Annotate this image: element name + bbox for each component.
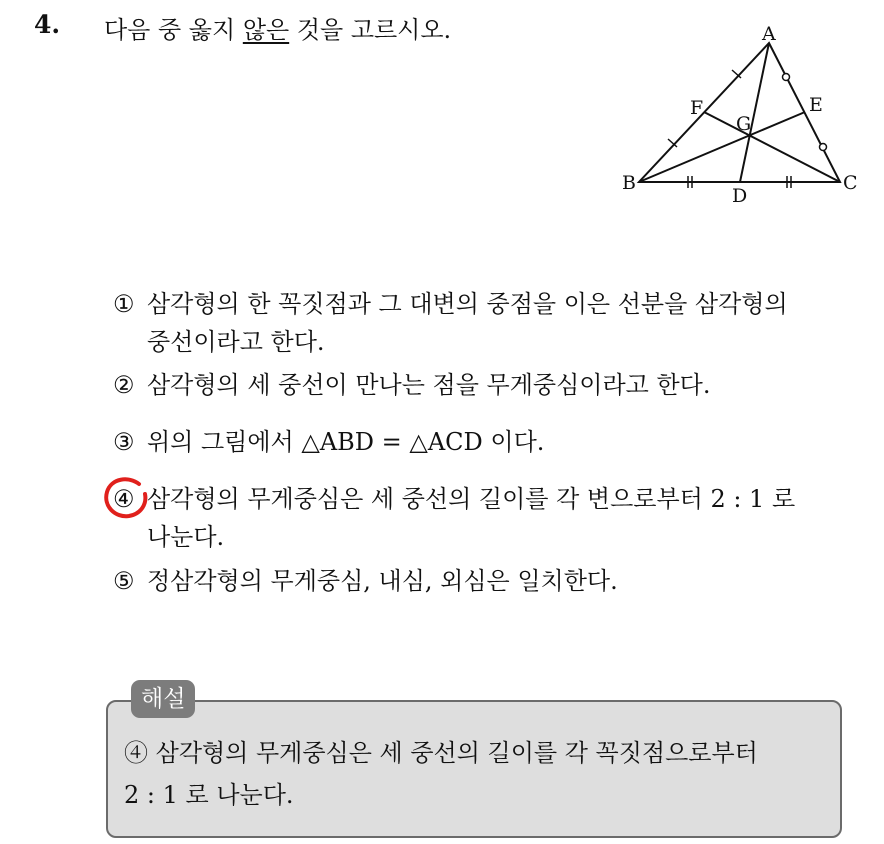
answer-circle-mark — [101, 472, 153, 524]
label-g: G — [736, 113, 752, 135]
explanation-tab: 해설 — [131, 680, 195, 718]
median-be — [639, 112, 805, 182]
explanation-line: 2 : 1 로 나눈다. — [124, 781, 294, 809]
choice-line: 위의 그림에서 △ABD = △ACD 이다. — [147, 428, 545, 456]
choice-1[interactable] — [113, 285, 788, 361]
prompt-after: 것을 고르시오. — [289, 16, 452, 44]
label-e: E — [809, 94, 823, 116]
choice-5[interactable] — [113, 562, 618, 600]
label-a: A — [762, 23, 776, 45]
choice-line: 중선이라고 한다. — [147, 328, 325, 356]
question-prompt — [104, 10, 451, 45]
choice-marker: ④ — [113, 485, 135, 513]
choice-line: 삼각형의 세 중선이 만나는 점을 무게중심이라고 한다. — [147, 371, 711, 399]
label-b: B — [622, 172, 636, 194]
choice-marker: ⑤ — [113, 567, 135, 595]
circle-mark-ec — [820, 144, 827, 151]
choice-line: 나눈다. — [147, 523, 225, 551]
question-number: 4. — [34, 10, 61, 39]
triangle-figure — [610, 18, 860, 213]
circle-mark-ae — [783, 74, 790, 81]
choice-marker: ② — [113, 371, 135, 399]
label-c: C — [843, 172, 858, 194]
choice-3[interactable] — [113, 423, 544, 461]
choice-2[interactable] — [113, 366, 710, 404]
choice-4[interactable] — [113, 480, 795, 556]
explanation-text — [124, 732, 758, 816]
prompt-before: 다음 중 옳지 — [104, 16, 243, 44]
label-d: D — [732, 185, 748, 207]
label-f: F — [690, 97, 704, 119]
choice-marker: ① — [113, 290, 135, 318]
choice-line: 정삼각형의 무게중심, 내심, 외심은 일치한다. — [147, 567, 618, 595]
choice-line: 삼각형의 무게중심은 세 중선의 길이를 각 변으로부터 2 : 1 로 — [147, 485, 796, 513]
choice-line: 삼각형의 한 꼭짓점과 그 대변의 중점을 이은 선분을 삼각형의 — [147, 290, 788, 318]
explanation-line: ④ 삼각형의 무게중심은 세 중선의 길이를 각 꼭짓점으로부터 — [124, 739, 758, 767]
prompt-underlined: 않은 — [242, 16, 290, 44]
choice-marker: ③ — [113, 428, 135, 456]
